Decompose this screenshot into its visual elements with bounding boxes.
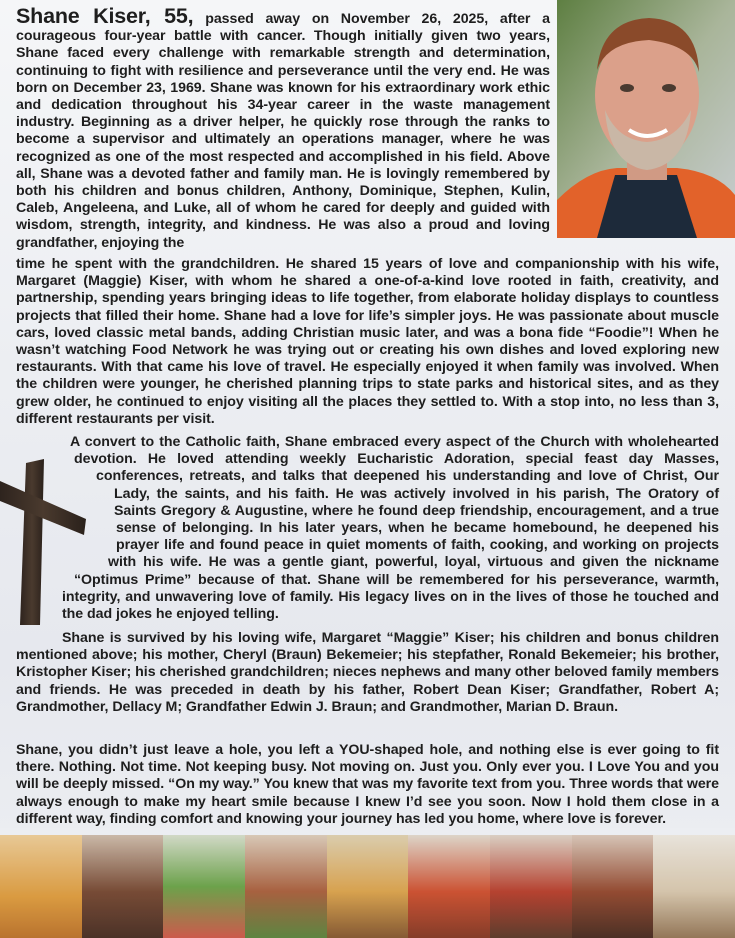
food-grill-icon bbox=[245, 835, 327, 938]
food-tomato-icon bbox=[490, 835, 572, 938]
food-noodles-icon bbox=[327, 835, 409, 938]
paragraph-intro-text: passed away on November 26, 2025, after a courageous four-year battle with cancer. Though initially given two years, Shane faced every challenge with remarkable strength and determination, continuing to fight with resilience and perseverance until the very end. He was born on December 23, 1969. Shane was known for his extraordinary work ethic and dedication throughout his 34-year career in the waste management industry. Beginning as a driver helper, he quickly rose through the ranks to become a supervisor and ultimately an operations manager, where he was recognized as one of the most respected and accomplished in his field. Above all, Shane was a devoted father and family man. He is lovingly remembered by both his children and bonus children, Anthony, Dominique, Stephen, Kulin, Caleb, Angeleena, and Luke, all of whom he cared for deeply and guided with wisdom, strength, integrity, and kindness. He was also a proud and loving grandfather, enjoying the bbox=[16, 11, 550, 251]
food-salad-icon bbox=[163, 835, 245, 938]
food-collage bbox=[0, 835, 735, 938]
food-fries-icon bbox=[0, 835, 82, 938]
food-steak-icon bbox=[82, 835, 164, 938]
food-coffee-icon bbox=[653, 835, 735, 938]
food-ribs-icon bbox=[572, 835, 654, 938]
portrait-image-icon bbox=[557, 0, 735, 238]
paragraph-intro bbox=[16, 4, 550, 252]
paragraph-survivors bbox=[16, 630, 719, 716]
deceased-name: Shane Kiser, 55, bbox=[16, 4, 194, 28]
portrait-photo bbox=[557, 0, 735, 238]
paragraph-message: Shane, you didn’t just leave a hole, you left a YOU-shaped hole, and nothing else is ever going to fit there. Nothing. Not time. Not keeping busy. Not moving on. Just you. Only ever you. I Love You and you will be deeply missed. “On my way.” You knew that was my favorite text from you. Three words that were always enough to make my heart smile because I knew I’d see you soon. Now I hold them close in a different way, finding comfort and knowing your journey has led you home, where love is forever. bbox=[16, 742, 719, 827]
food-pasta-icon bbox=[408, 835, 490, 938]
paragraph-faith bbox=[16, 434, 719, 623]
paragraph-faith-text: A convert to the Catholic faith, Shane embraced every aspect of the Church with wholehearted devotion. He loved attending weekly Eucharistic Adoration, special feast day Masses, conferences, retreats, and talks that deepened his understanding and love of Christ, Our Lady, the saints, and his faith. He was actively involved in his parish, The Oratory of Saints Gregory & Augustine, where he found deep friendship, encouragement, and a true sense of belonging. In his later years, when he became homebound, he deepened his prayer life and found peace in quiet moments of faith, cooking, and working on projects with his wife. He was a gentle giant, powerful, loyal, virtuous and given the nickname “Optimus Prime” because of that. Shane will be remembered for his perseverance, warmth, integrity, and unwavering love of family. His legacy lives on in the lives of those he touched and the dad jokes he enjoyed telling. bbox=[62, 434, 719, 623]
paragraph-intro-continued: time he spent with the grandchildren. He shared 15 years of love and companionship with his wife, Margaret (Maggie) Kiser, with whom he shared a one-of-a-kind love rooted in faith, creativity, and partnership, spending years bringing ideas to life together, from elaborate holiday displays to countless projects that filled their home. Shane had a love for life’s simpler joys. He was passionate about muscle cars, loved classic metal bands, adding Christian music later, and was a bona fide “Foodie”! When he wasn’t watching Food Network he was trying out or creating his own dishes and loved exploring new restaurants. With that came his love of travel. He especially enjoyed it when family was involved. When the children were younger, he cherished planning trips to state parks and historical sites, and as they grew older, he continued to enjoy visiting all the places they settled to. With a stop into, no less than 3, different restaurants per visit. bbox=[16, 256, 719, 427]
paragraph-survivors-text: Shane is survived by his loving wife, Margaret “Maggie” Kiser; his children and bonus children mentioned above; his mother, Cheryl (Braun) Bekemeier; his stepfather, Ronald Bekemeier; his brother, Kristopher Kiser; his cherished grandchildren; nieces nephews and many other beloved family members and friends. He was preceded in death by his father, Robert Dean Kiser; Grandfather, Robert A; Grandmother, Dellacy M; Grandfather Edwin J. Braun; and Grandmother, Marian D. Braun. bbox=[16, 630, 719, 715]
